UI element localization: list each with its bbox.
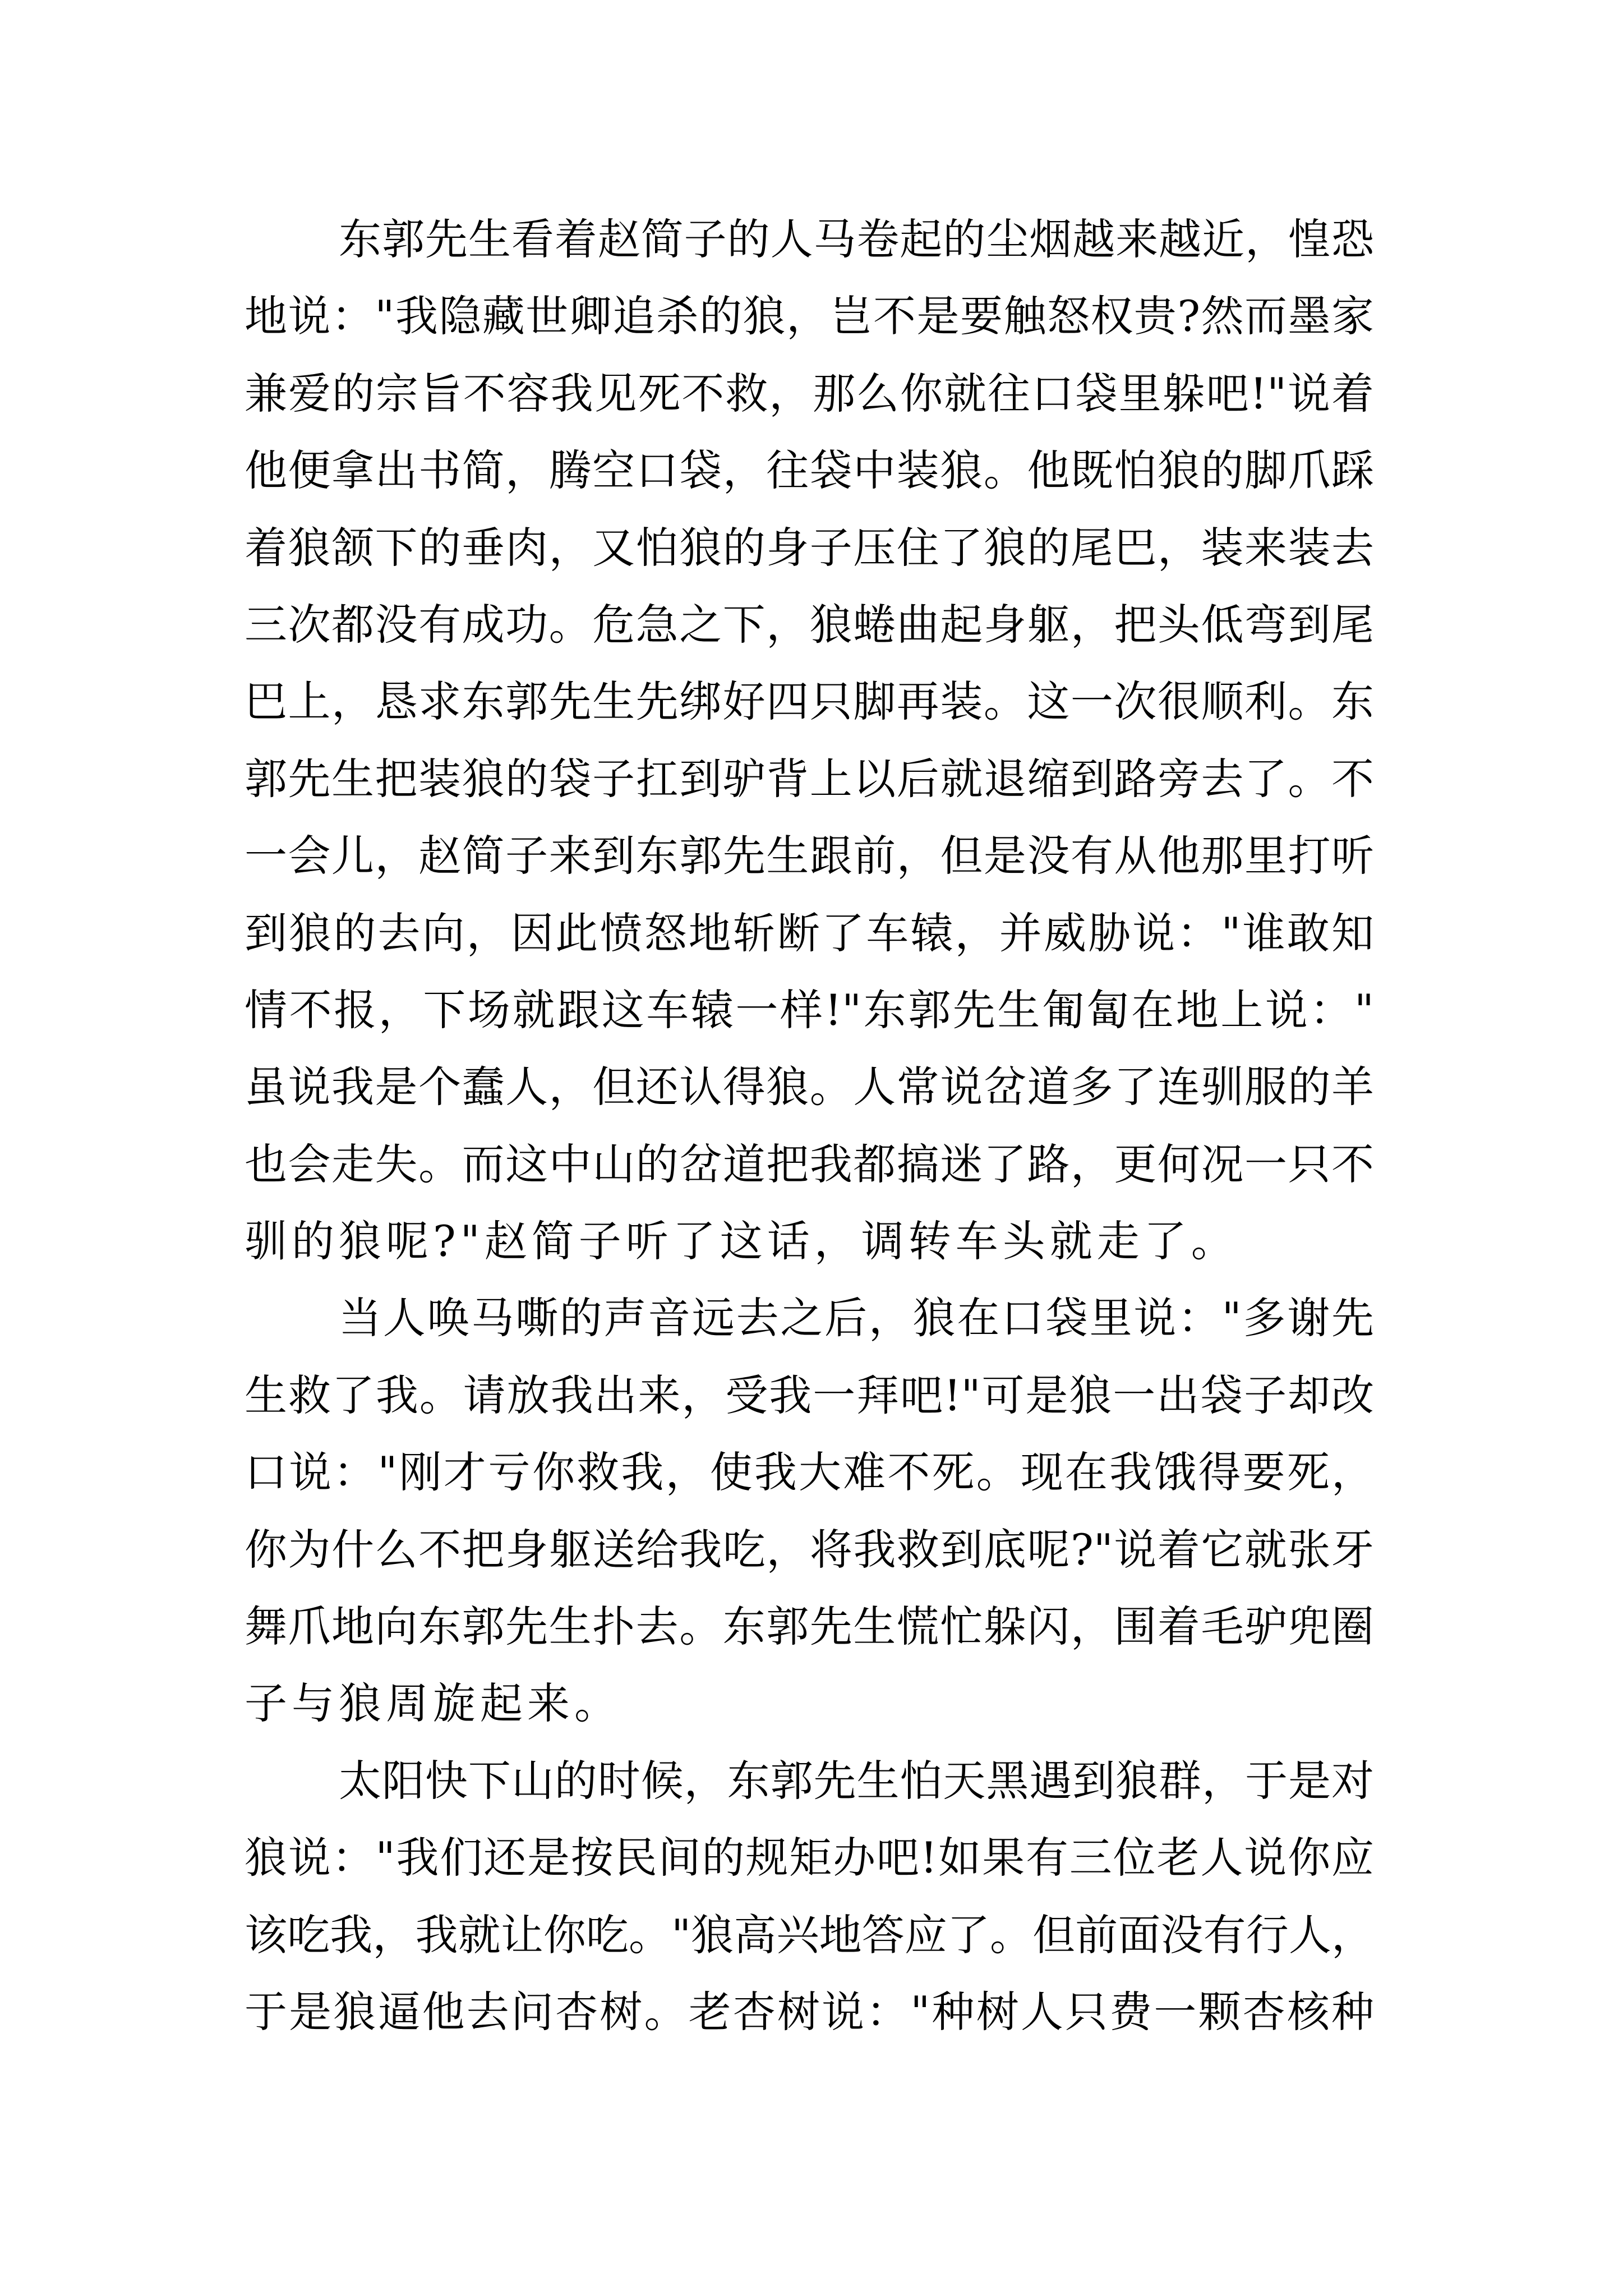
text-line: 口说："刚才亏你救我，使我大难不死。现在我饿得要死， [245,1447,1374,1498]
text-line: 太阳快下山的时候，东郭先生怕天黑遇到狼群，于是对 [339,1755,1374,1806]
text-line: 生救了我。请放我出来，受我一拜吧!"可是狼一出袋子却改 [245,1370,1374,1420]
text-line: 兼爱的宗旨不容我见死不救，那么你就往口袋里躲吧!"说着 [245,368,1374,418]
text-line: 虽说我是个蠢人，但还认得狼。人常说岔道多了连驯服的羊 [245,1062,1374,1112]
paragraph [245,1280,1374,1742]
text-line: 郭先生把装狼的袋子扛到驴背上以后就退缩到路旁去了。不 [245,753,1374,804]
text-line: 于是狼逼他去问杏树。老杏树说："种树人只费一颗杏核种 [245,1986,1374,2037]
text-line: 舞爪地向东郭先生扑去。东郭先生慌忙躲闪，围着毛驴兜圈 [245,1602,1374,1652]
text-line: 情不报，下场就跟这车辕一样!"东郭先生匍匐在地上说：" [245,984,1374,1035]
text-line: 子与狼周旋起来。 [245,1678,621,1729]
text-line: 地说："我隐藏世卿追杀的狼，岂不是要触怒权贵?然而墨家 [245,291,1374,342]
text-line: 该吃我，我就让你吃。"狼高兴地答应了。但前面没有行人， [245,1910,1374,1960]
text-line: 一会儿，赵简子来到东郭先生跟前，但是没有从他那里打听 [245,831,1374,881]
text-line: 东郭先生看着赵简子的人马卷起的尘烟越来越近，惶恐 [339,214,1374,264]
text-line: 到狼的去向，因此愤怒地斩断了车辕，并威胁说："谁敢知 [245,908,1374,958]
text-line: 巴上，恳求东郭先生先绑好四只脚再装。这一次很顺利。东 [245,677,1374,727]
text-line: 你为什么不把身躯送给我吃，将我救到底呢?"说着它就张牙 [245,1524,1374,1575]
text-line: 他便拿出书简，腾空口袋，往袋中装狼。他既怕狼的脚爪踩 [245,445,1374,496]
text-block [245,201,1374,2050]
text-line: 狼说："我们还是按民间的规矩办吧!如果有三位老人说你应 [245,1833,1374,1883]
text-line: 三次都没有成功。危急之下，狼蜷曲起身躯，把头低弯到尾 [245,599,1374,650]
text-line: 驯的狼呢?"赵简子听了这话，调转车头就走了。 [245,1216,1238,1267]
text-line: 当人唤马嘶的声音远去之后，狼在口袋里说："多谢先 [339,1293,1374,1343]
paragraph [245,201,1374,1280]
text-line: 着狼颔下的垂肉，又怕狼的身子压住了狼的尾巴，装来装去 [245,522,1374,573]
text-line: 也会走失。而这中山的岔道把我都搞迷了路，更何况一只不 [245,1139,1374,1189]
paragraph [245,1742,1374,2051]
